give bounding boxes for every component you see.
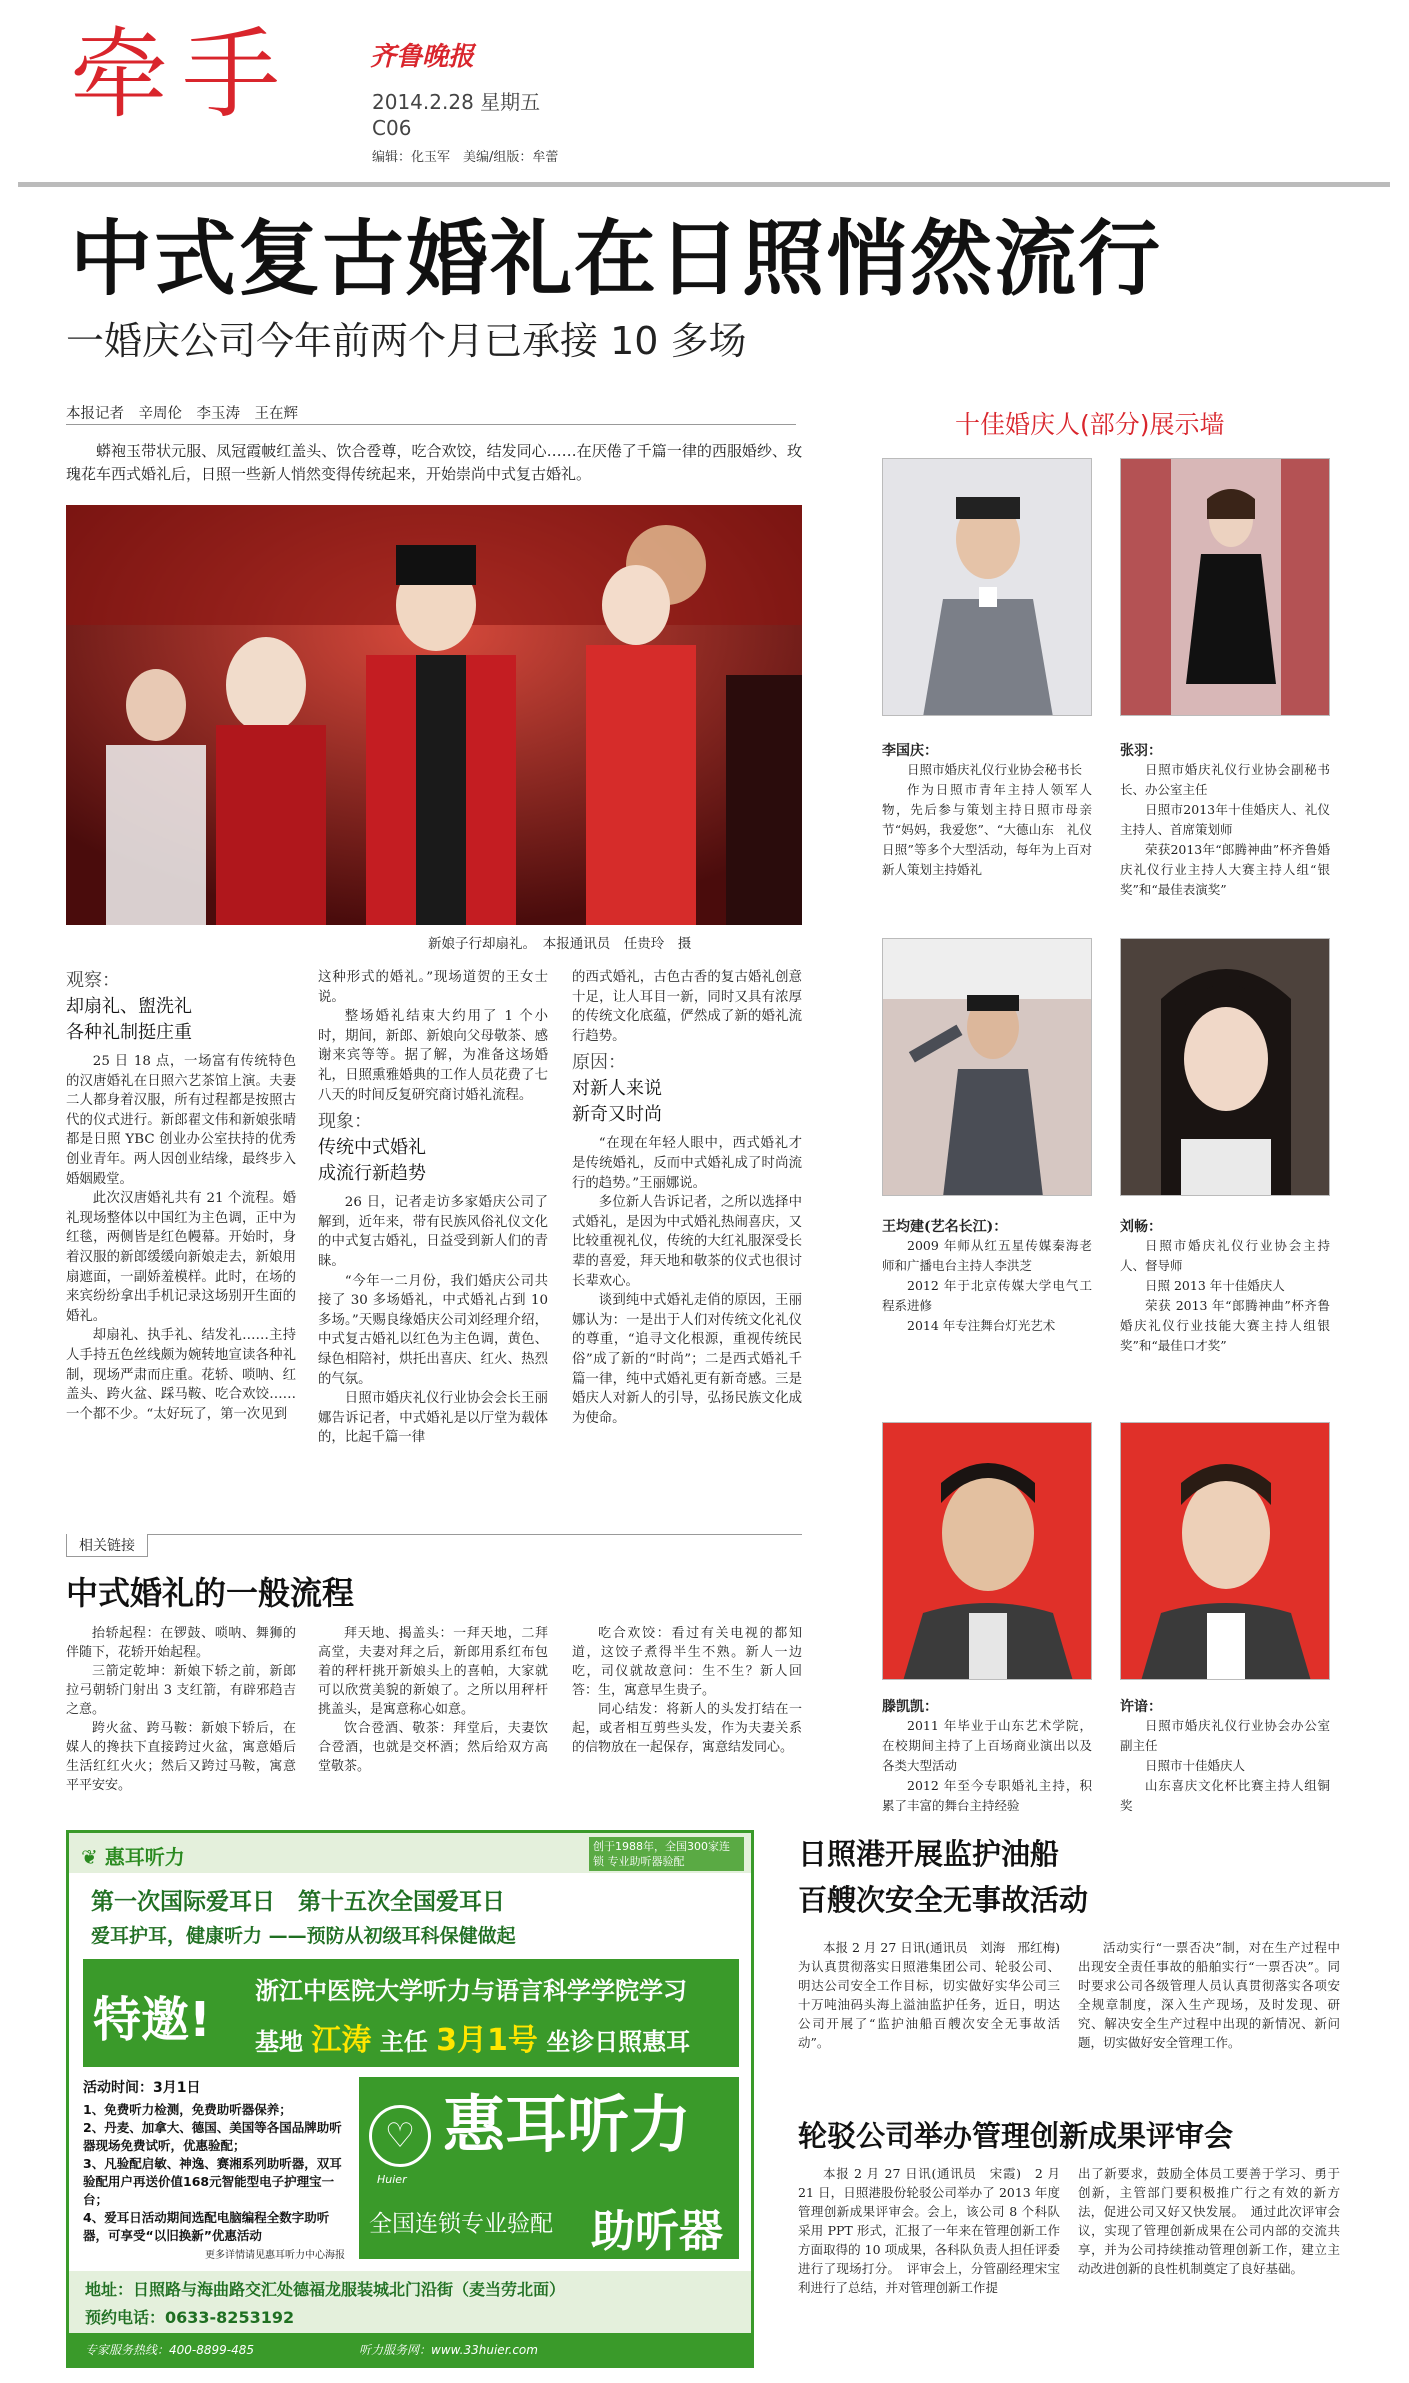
ad-contact — [69, 2271, 751, 2333]
editor-credit: 编辑：化玉军 美编/组版：牟蕾 — [372, 150, 559, 165]
article-paragraph: 整场婚礼结束大约用了 1 个小时，期间，新郎、新娘向父母敬茶、感谢来宾等等。据了解，为准备这场婚礼，日照熏雅婚典的工作人员花费了七八天的时间反复研究商讨婚礼流程。 — [318, 1009, 548, 1103]
portrait-image — [1121, 1423, 1330, 1680]
person-bio-line: 2009 年师从红五星传媒秦海老师和广播电台主持人李洪芝 — [882, 1238, 1092, 1273]
ad-invite-base: 基地 — [255, 2028, 303, 2056]
ad-brand-box — [359, 2077, 739, 2259]
col2-heading-line1: 传统中式婚礼 — [318, 1137, 426, 1159]
person-bio-line: 日照 2013 年十佳婚庆人 — [1145, 1278, 1285, 1293]
person-bio-line: 荣获2013年“郎腾神曲”杯齐鲁婚庆礼仪行业主持人大赛主持人组“银奖”和“最佳表演奖” — [1120, 842, 1330, 897]
person-bio-line: 日照市婚庆礼仪行业协会副秘书长、办公室主任 — [1120, 762, 1330, 797]
col3-heading-label: 原因： — [572, 1052, 626, 1074]
ad-item: 1、免费听力检测，免费助听器保养； — [83, 2102, 292, 2117]
col1-heading-label: 观察： — [66, 970, 120, 991]
ad-date: 3月1号 — [436, 2023, 538, 2058]
col3-heading-line2: 新奇又时尚 — [572, 1104, 662, 1126]
sidebar-item: 同心结发：将新人的头发打结在一起，或者相互剪些头发，作为夫妻关系的信物放在一起保存，寓意结发同心。 — [572, 1702, 802, 1755]
ad-banner2: 爱耳护耳，健康听力 ——预防从初级耳科保健做起 — [91, 1925, 516, 1947]
wedding-photo — [66, 505, 802, 925]
sidebar-col3 — [572, 1624, 802, 1757]
wall-person-4 — [1120, 1216, 1330, 1356]
photo-caption: 新娘子行却扇礼。 本报通讯员 任贵玲 摄 — [428, 936, 692, 952]
person-bio-line: 2011 年毕业于山东艺术学院，在校期间主持了上百场商业演出以及各类大型活动 — [882, 1718, 1092, 1773]
article-col3 — [572, 968, 802, 1428]
article-paragraph: 谈到纯中式婚礼走俏的原因，王丽娜认为：一是出于人们对传统文化礼仪的尊重，“追寻文化根源，重视传统民俗”成了新的“时尚”；二是西式婚礼千篇一律，纯中式婚礼更有新奇感。三是婚庆人对新人的引导，弘扬民族文化成为使命。 — [572, 1293, 802, 1426]
article-paragraph: 25 日 18 点，一场富有传统特色的汉唐婚礼在日照六艺茶馆上演。夫妻二人都身着汉服，所有过程都是按照古代的仪式进行。新郎翟文伟和新娘张晴都是日照 YBC 创业办公室扶持的优秀创业青年。两人因创业结缘，最终步入婚姻殿堂。 — [66, 1054, 296, 1187]
ad-invite-line2 — [255, 2015, 690, 2059]
wall-person-1 — [882, 740, 1092, 880]
ad-address: 地址：日照路与海曲路交汇处德福龙服装城北门沿街（麦当劳北面） — [85, 2280, 566, 2299]
article-paragraph: 多位新人告诉记者，之所以选择中式婚礼，是因为中式婚礼热闹喜庆，又比较重视礼仪，传统的大红礼服深受长辈的喜爱，拜天地和敬茶的仪式也很讨长辈欢心。 — [572, 1195, 802, 1289]
wedding-photo-image — [66, 505, 802, 925]
ad-special: 特邀! — [93, 1992, 211, 2048]
portrait-photo — [1120, 458, 1330, 716]
person-bio-line: 日照市婚庆礼仪行业协会主持人、督导师 — [1120, 1238, 1330, 1273]
sidebar-tag-label: 相关链接 — [66, 1534, 148, 1557]
ad-brand-tag: 全国连锁专业验配 — [369, 2211, 553, 2237]
sidebar-tag — [66, 1534, 802, 1556]
news1-title-line2: 百艘次安全无事故活动 — [798, 1883, 1089, 1917]
hearing-aid-ad — [66, 1830, 754, 2368]
news2-title: 轮驳公司举办管理创新成果评审会 — [798, 2119, 1234, 2153]
ad-phone: 预约电话：0633-8253192 — [85, 2308, 295, 2327]
person-bio-line: 2014 年专注舞台灯光艺术 — [907, 1318, 1056, 1333]
brand-mark-icon: ♡ — [369, 2105, 431, 2167]
ad-item: 4、爱耳日活动期间选配电脑编程全数字助听器，可享受“以旧换新”优惠活动 — [83, 2210, 330, 2243]
sidebar-title: 中式婚礼的一般流程 — [66, 1574, 355, 1612]
news1-col2 — [1078, 1938, 1340, 2052]
ad-time: 活动时间：3月1日 — [83, 2080, 201, 2096]
col1-heading-line2: 各种礼制挺庄重 — [66, 1022, 192, 1043]
article-lead — [66, 440, 802, 486]
wall-person-6 — [1120, 1696, 1330, 1816]
ad-footer — [69, 2333, 751, 2365]
sidebar-item: 饮合卺酒、敬茶：拜堂后，夫妻饮合卺酒，也就是交杯酒；然后给双方高堂敬茶。 — [318, 1721, 548, 1774]
article-paragraph: 26 日，记者走访多家婚庆公司了解到，近年来，带有民族风俗礼仪文化的中式复古婚礼，日益受到新人们的青睐。 — [318, 1195, 548, 1269]
col1-heading-line1: 却扇礼、盥洗礼 — [66, 996, 192, 1017]
ad-logo-text: 惠耳听力 — [104, 1845, 185, 1869]
article-paragraph: 此次汉唐婚礼共有 21 个流程。婚礼现场整体以中国红为主色调，正中为红毯，两侧皆是红色幔幕。开始时，身着汉服的新郎缓缓向新娘走去，新娘用扇遮面，一副娇羞模样。此时，在场的来宾纷纷拿出手机记录这场别开生面的婚礼。 — [66, 1191, 296, 1324]
wall-person-2 — [1120, 740, 1330, 900]
person-bio-line: 日照市十佳婚庆人 — [1145, 1758, 1246, 1773]
news-paragraph: 本报 2 月 27 日讯(通讯员 刘海 邢红梅) 为认真贯彻落实日照港集团公司、轮驳公司、明达公司安全工作目标，切实做好实华公司三十万吨油码头海上溢油监护任务，近日，明达公司开展了“监护油船百艘次安全无事故活动”。 — [798, 1940, 1073, 2050]
person-bio-line: 日照市2013年十佳婚庆人、礼仪主持人、首席策划师 — [1120, 802, 1330, 837]
person-bio-line: 作为日照市青年主持人领军人物，先后参与策划主持日照市母亲节“妈妈，我爱您”、“大德山东 礼仪日照”等多个大型活动，每年为上百对新人策划主持婚礼 — [882, 782, 1092, 877]
ad-website: 听力服务网：www.33huier.com — [359, 2343, 538, 2357]
newspaper-logo: 齐鲁晚报 — [370, 42, 475, 72]
masthead-rule — [18, 182, 1390, 187]
ad-item: 2、丹麦、加拿大、德国、美国等各国品牌助听器现场免费试听，优惠验配； — [83, 2120, 342, 2153]
ad-doctor-name: 江涛 — [311, 2023, 372, 2058]
person-bio-line: 2012 年于北京传媒大学电气工程系进修 — [882, 1278, 1092, 1313]
news-paragraph: 本报 2 月 27 日讯(通讯员 宋霞) 2 月 21 日，日照港股份轮驳公司举办了 2013 年度管理创新成果评审会。会上，该公司 8 个科队采用 PPT 形式，汇报了一年来在管理创新工作方面取得的 10 项成果，各科队负责人担任评委进行了现场打分。 评审会上，分管副经理宋宝利进行了总结，并对管理创新工作提 — [798, 2166, 1060, 2295]
person-name: 滕凯凯： — [882, 1699, 938, 1715]
ad-badge: 创于1988年，全国300家连锁 专业助听器验配 — [589, 1837, 744, 1871]
article-paragraph: 日照市婚庆礼仪行业协会会长王丽娜告诉记者，中式婚礼是以厅堂为载体的，比起千篇一律 — [318, 1391, 548, 1446]
byline-rule — [66, 424, 796, 425]
person-name: 刘畅： — [1120, 1219, 1162, 1235]
col2-heading-label: 现象： — [318, 1111, 372, 1133]
byline: 本报记者 辛周伦 李玉涛 王在辉 — [66, 406, 298, 422]
article-paragraph: 这种形式的婚礼。”现场道贺的王女士说。 — [318, 970, 548, 1005]
news-paragraph: 活动实行“一票否决”制，对在生产过程中出现安全责任事故的船舶实行“一票否决”。同时要求公司各级管理人员认真贯彻落实各项安全规章制度，深入生产现场，及时发现、研究、解决安全生产过程中出现的新情况、新问题，切实做好安全管理工作。 — [1078, 1940, 1340, 2050]
portrait-photo — [882, 1422, 1092, 1680]
person-name: 王均建(艺名长江)： — [882, 1219, 1008, 1235]
section-title: 牵手 — [70, 18, 295, 132]
news1-title-line1: 日照港开展监护油船 — [798, 1837, 1060, 1871]
portrait-photo — [882, 458, 1092, 716]
sidebar-item: 跨火盆、跨马鞍：新娘下轿后，在媒人的搀扶下直接跨过火盆，寓意婚后生活红红火火；然后又跨过马鞍，寓意平平安安。 — [66, 1721, 296, 1793]
person-name: 许谙： — [1120, 1699, 1162, 1715]
ad-location: 坐诊日照惠耳 — [546, 2028, 691, 2056]
person-bio-line: 山东喜庆文化杯比赛主持人组铜奖 — [1120, 1778, 1330, 1813]
person-bio-line: 2012 年至今专职婚礼主持，积累了丰富的舞台主持经验 — [882, 1778, 1092, 1813]
article-paragraph: “在现在年轻人眼中，西式婚礼才是传统婚礼，反而中式婚礼成了时尚流行的趋势。”王丽娜说。 — [572, 1136, 802, 1191]
issue-date: 2014.2.28 星期五 — [372, 90, 541, 114]
ad-brand-en: Huier — [377, 2173, 407, 2186]
person-bio-line: 日照市婚庆礼仪行业协会秘书长 — [907, 762, 1083, 777]
ad-banner1: 第一次国际爱耳日 第十五次全国爱耳日 — [91, 1889, 505, 1915]
portrait-image — [883, 1423, 1092, 1680]
ad-items — [83, 2101, 345, 2265]
wall-person-3 — [882, 1216, 1092, 1336]
person-name: 张羽： — [1120, 743, 1162, 759]
portrait-image — [883, 459, 1092, 716]
ad-note: 更多详情请见惠耳听力中心海报 — [205, 2250, 345, 2261]
col2-heading-line2: 成流行新趋势 — [318, 1163, 426, 1185]
sidebar-item: 拜天地、揭盖头：一拜天地，二拜高堂，夫妻对拜之后，新郎用系红布包着的秤杆挑开新娘头上的喜帕，大家就可以欣赏美貌的新娘了。之所以用秤杆挑盖头，是寓意称心如意。 — [318, 1626, 548, 1717]
portrait-image — [1121, 459, 1330, 716]
article-col2 — [318, 968, 548, 1448]
headline: 中式复古婚礼在日照悄然流行 — [70, 212, 1163, 307]
sidebar-item: 吃合欢饺：看过有关电视的都知道，这饺子煮得半生不熟。新人一边吃，司仪就故意问：生不生？新人回答：生，寓意早生贵子。 — [572, 1626, 802, 1698]
wall-person-5 — [882, 1696, 1092, 1816]
sidebar-item: 抬轿起程：在锣鼓、唢呐、舞狮的伴随下，花轿开始起程。 — [66, 1626, 296, 1660]
portrait-image — [1121, 939, 1330, 1196]
leaf-icon: ❦ — [81, 1845, 98, 1869]
article-paragraph: “今年一二月份，我们婚庆公司共接了 30 多场婚礼，中式婚礼占到 10 多场。”天赐良缘婚庆公司刘经理介绍，中式复古婚礼以红色为主色调，黄色、绿色相陪衬，烘托出喜庆、红火、热烈的气氛。 — [318, 1273, 548, 1387]
ad-brand-product: 助听器 — [591, 2206, 723, 2257]
person-bio-line: 荣获 2013 年“郎腾神曲”杯齐鲁婚庆礼仪行业技能大赛主持人组银奖”和“最佳口才奖” — [1120, 1298, 1330, 1353]
page-number: C06 — [372, 116, 412, 140]
col3-heading-line1: 对新人来说 — [572, 1078, 662, 1100]
sidebar-col2 — [318, 1624, 548, 1776]
news2-col1 — [798, 2164, 1060, 2297]
article-paragraph: 的西式婚礼，古色古香的复古婚礼创意十足，让人耳目一新，同时又具有浓厚的传统文化底蕴，俨然成了新的婚礼流行趋势。 — [572, 970, 802, 1044]
ad-invite-line1: 浙江中医院大学听力与语言科学学院学习 — [255, 1977, 687, 2005]
news1-col1 — [798, 1938, 1073, 2052]
ad-item: 3、凡验配启敏、神逸、赛湘系列助听器，双耳验配用户再送价值168元智能型电子护理宝一台； — [83, 2156, 342, 2207]
ad-invite-box — [83, 1959, 739, 2067]
article-col1 — [66, 968, 296, 1424]
article-paragraph: 却扇礼、执手礼、结发礼……主持人手持五色丝线颇为婉转地宣读各种礼制，现场严肃而庄重。花轿、唢呐、红盖头、跨火盆、踩马鞍、吃合欢饺……一个都不少。“太好玩了，第一次见到 — [66, 1328, 296, 1422]
portrait-photo — [882, 938, 1092, 1196]
person-name: 李国庆： — [882, 743, 938, 759]
ad-hotline: 专家服务热线：400-8899-485 — [85, 2343, 255, 2357]
sidebar-col1 — [66, 1624, 296, 1795]
portrait-photo — [1120, 1422, 1330, 1680]
portrait-image — [883, 939, 1092, 1196]
news-paragraph: 出了新要求，鼓励全体员工要善于学习、勇于创新，主管部门要积极推广行之有效的新方法，促进公司又好又快发展。 通过此次评审会议，实现了管理创新成果在公司内部的交流共享，并为公司持续推动管理创新工作，建立主动改进创新的良性机制奠定了良好基础。 — [1078, 2166, 1340, 2276]
ad-brand: 惠耳听力 — [443, 2088, 692, 2161]
ad-doctor-title: 主任 — [379, 2028, 428, 2056]
portrait-photo — [1120, 938, 1330, 1196]
ad-header — [69, 1833, 751, 1873]
person-bio-line: 日照市婚庆礼仪行业协会办公室副主任 — [1120, 1718, 1330, 1753]
wall-title: 十佳婚庆人(部分)展示墙 — [955, 410, 1225, 439]
subheadline: 一婚庆公司今年前两个月已承接 10 多场 — [66, 319, 747, 363]
sidebar-item: 三箭定乾坤：新娘下轿之前，新郎拉弓朝轿门射出 3 支红箭，有辟邪趋吉之意。 — [66, 1664, 296, 1717]
ad-logo — [81, 1841, 185, 1870]
lead-paragraph: 蟒袍玉带状元服、凤冠霞帔红盖头、饮合卺尊，吃合欢饺，结发同心……在厌倦了千篇一律的西服婚纱、玫瑰花车西式婚礼后，日照一些新人悄然变得传统起来，开始崇尚中式复古婚礼。 — [66, 442, 802, 483]
news2-col2 — [1078, 2164, 1340, 2278]
